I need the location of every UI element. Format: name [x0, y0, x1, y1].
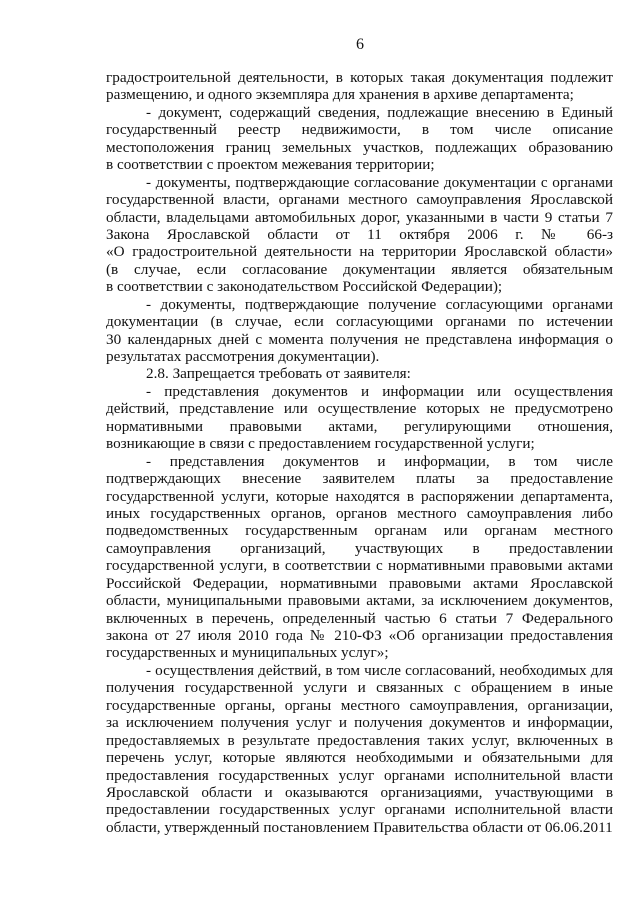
- text-line: 30 календарных дней с момента получения не представлена информация о: [106, 330, 613, 348]
- text-line: самоуправления организаций, участвующих в предоставлении: [106, 539, 613, 557]
- text-line: документации (в случае, если согласующими органами по истечении: [106, 313, 613, 331]
- text-line: государственные органы, органы местного самоуправления, организации,: [106, 696, 613, 714]
- text-line: Закона Ярославской области от 11 октября 2006 г. № 66-з: [106, 225, 613, 243]
- paragraph: [106, 453, 613, 662]
- text-line: подтверждающих внесение заявителем платы за предоставление: [106, 470, 613, 488]
- page-number: 6: [356, 36, 364, 53]
- text-line: возникающие в связи с предоставлением государственной услуги;: [106, 435, 535, 453]
- text-line: области, муниципальными правовыми актами, за исключением документов,: [106, 592, 613, 610]
- text-line: результатах рассмотрения документации).: [106, 348, 380, 365]
- text-line: «О градостроительной деятельности на территории Ярославской области»: [106, 243, 613, 261]
- text-line: за исключением получения услуг и получения документов и информации,: [106, 714, 613, 732]
- text-line: - представления документов и информации, в том числе: [146, 452, 613, 470]
- text-line: закона от 27 июля 2010 года № 210-ФЗ «Об организации предоставления: [106, 627, 613, 644]
- document-body: [106, 69, 613, 836]
- text-line: - осуществления действий, в том числе согласований, необходимых для: [146, 661, 613, 679]
- paragraph: [106, 296, 613, 366]
- text-line: предоставляемых в результате предоставления таких услуг, включенных в: [106, 731, 613, 749]
- text-line: Российской Федерации, нормативными правовыми актами Ярославской: [106, 574, 613, 592]
- text-line: государственных и муниципальных услуг»;: [106, 644, 389, 662]
- paragraph: [106, 662, 613, 836]
- text-line: 2.8. Запрещается требовать от заявителя:: [146, 365, 411, 383]
- text-line: государственной власти, органами местного самоуправления Ярославской: [106, 191, 613, 209]
- text-line: - документы, подтверждающие согласование документации с органами: [146, 173, 613, 191]
- text-line: в соответствии с проектом межевания территории;: [106, 156, 435, 174]
- text-line: предоставления государственных услуг органами исполнительной власти: [106, 766, 613, 784]
- text-line: (в случае, если согласование документации является обязательным: [106, 260, 613, 278]
- text-line: - представления документов и информации или осуществления: [146, 382, 613, 400]
- text-line: - документ, содержащий сведения, подлежащие внесению в Единый: [146, 103, 613, 121]
- paragraph: [106, 104, 613, 174]
- paragraph: [106, 365, 613, 382]
- text-line: - документы, подтверждающие получение согласующими органами: [146, 295, 613, 313]
- text-line: перечень услуг, которые являются необходимыми и обязательными для: [106, 749, 613, 767]
- text-line: включенных в перечень, определенный частью 6 статьи 7 Федерального: [106, 609, 613, 627]
- paragraph: [106, 174, 613, 296]
- text-line: государственной услуги, которые находятся в распоряжении департамента,: [106, 487, 613, 505]
- text-line: области, утвержденный постановлением Правительства области от 06.06.2011: [106, 818, 613, 836]
- text-line: действий, представление или осуществление которых не предусмотрено: [106, 400, 613, 418]
- text-line: государственный реестр недвижимости, в том числе описание: [106, 121, 613, 139]
- text-line: размещению, и одного экземпляра для хранения в архиве департамента;: [106, 86, 574, 104]
- text-line: градостроительной деятельности, в которых такая документация подлежит: [106, 69, 613, 86]
- text-line: государственной услуги, в соответствии с нормативными правовыми актами: [106, 557, 613, 575]
- paragraph: [106, 383, 613, 453]
- text-line: области, владельцами автомобильных дорог, указанными в части 9 статьи 7: [106, 208, 613, 226]
- text-line: предоставлении государственных услуг органами исполнительной власти: [106, 801, 613, 819]
- text-line: в соответствии с законодательством Российской Федерации);: [106, 278, 503, 296]
- text-line: иных государственных органов, органов местного самоуправления либо: [106, 504, 613, 522]
- text-line: местоположения границ земельных участков, подлежащих образованию: [106, 138, 613, 156]
- paragraph: [106, 69, 613, 104]
- text-line: нормативными правовыми актами, регулирующими отношения,: [106, 417, 613, 435]
- text-line: подведомственных государственным органам или органам местного: [106, 522, 613, 540]
- text-line: получения государственной услуги и связанных с обращением в иные: [106, 679, 613, 697]
- text-line: Ярославской области и оказываются организациями, участвующими в: [106, 783, 613, 801]
